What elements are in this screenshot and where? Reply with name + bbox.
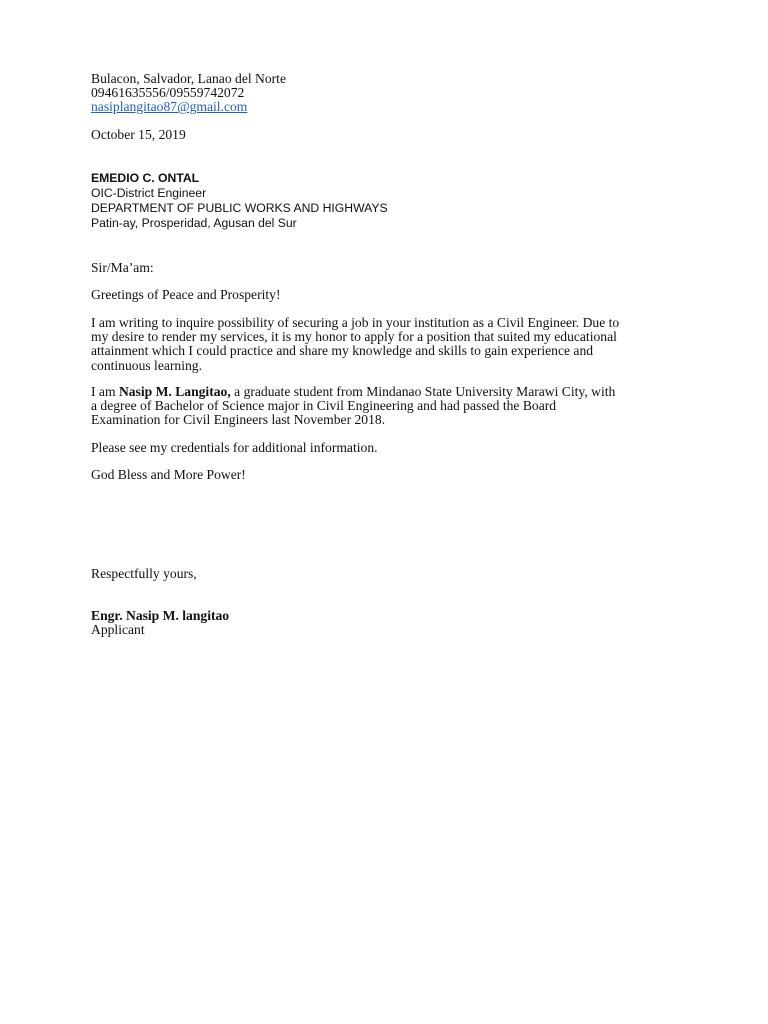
recipient-name: EMEDIO C. ONTAL	[91, 171, 200, 185]
paragraph-line: I am writing to inquire possibility of securing a job in your institution as a Civil Engineer. Due to	[91, 315, 620, 330]
intro-text: I am	[91, 384, 119, 399]
paragraph-line	[91, 385, 691, 399]
paragraph-line: attainment which I could practice and share my knowledge and skills to gain experience and	[91, 343, 594, 359]
signature-name: Engr. Nasip M. langitao	[91, 608, 230, 623]
credentials-text: Please see my credentials for additional information.	[91, 440, 378, 455]
paragraph-line: Examination for Civil Engineers last November 2018.	[91, 412, 386, 428]
greeting	[91, 288, 691, 302]
salutation-text: Sir/Ma’am:	[91, 260, 154, 275]
blessing-text: God Bless and More Power!	[91, 467, 246, 482]
paragraph-credentials	[91, 441, 691, 455]
paragraph-line: my desire to render my services, it is my honor to apply for a position that suited my educational	[91, 329, 617, 345]
sender-address: Bulacon, Salvador, Lanao del Norte	[91, 71, 286, 86]
recipient-address: Patin-ay, Prosperidad, Agusan del Sur	[91, 216, 297, 230]
intro-rest: a graduate student from Mindanao State University Marawi City, with	[230, 384, 616, 399]
paragraph-line: a degree of Bachelor of Science major in Civil Engineering and had passed the Board	[91, 398, 557, 414]
applicant-name-bold: Nasip M. Langitao,	[118, 384, 231, 399]
recipient-title: OIC-District Engineer	[91, 186, 207, 200]
paragraph-line: continuous learning.	[91, 357, 202, 373]
letter-date	[91, 128, 691, 142]
closing-text: Respectfully yours,	[91, 566, 197, 581]
sender-phone: 09461635556/09559742072	[91, 85, 245, 101]
paragraph-inquiry	[91, 316, 691, 373]
recipient-department: DEPARTMENT OF PUBLIC WORKS AND HIGHWAYS	[91, 201, 388, 215]
paragraph-blessing	[91, 468, 691, 482]
closing	[91, 567, 691, 581]
recipient-block	[91, 171, 691, 231]
sender-email-link[interactable]: nasiplangitao87@gmail.com	[91, 99, 248, 115]
signature-block	[91, 609, 691, 637]
greeting-text: Greetings of Peace and Prosperity!	[91, 287, 281, 302]
sender-block	[91, 72, 691, 115]
paragraph-introduction	[91, 385, 691, 428]
date-text: October 15, 2019	[91, 127, 186, 142]
signature-role: Applicant	[91, 622, 145, 638]
salutation	[91, 261, 691, 275]
